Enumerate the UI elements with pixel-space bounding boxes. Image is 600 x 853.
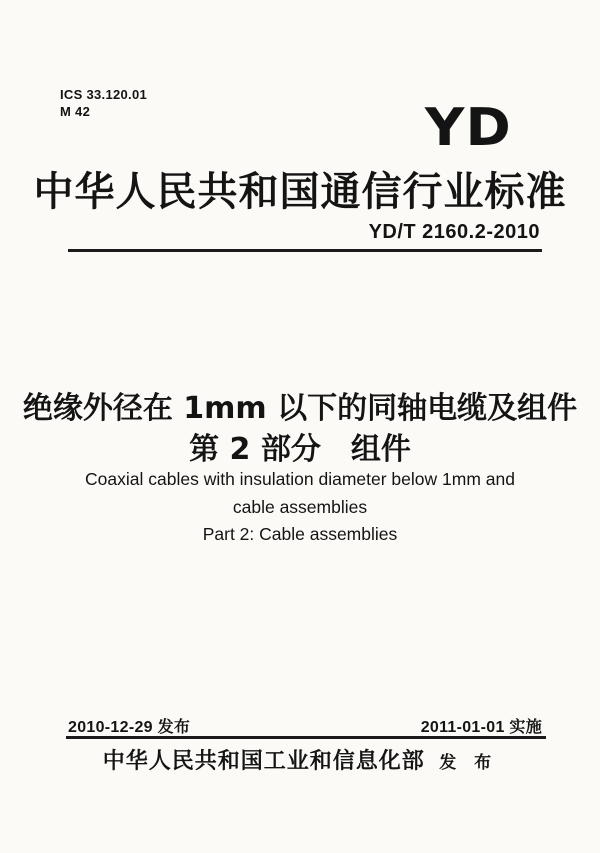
title-english-line3: Part 2: Cable assemblies xyxy=(202,524,398,544)
title-english-line2: cable assemblies xyxy=(232,497,368,517)
document-codes xyxy=(60,86,147,120)
publisher-name: 中华人民共和国工业和信息化部 xyxy=(102,748,425,773)
dates-row xyxy=(68,714,542,737)
title-english-line1: Coaxial cables with insulation diameter below 1mm and xyxy=(85,469,515,489)
header-divider-rule xyxy=(68,249,542,252)
standard-org-title: 中华人民共和国通信行业标准 xyxy=(33,169,567,215)
footer-divider-rule xyxy=(66,736,546,739)
standard-number: YD/T 2160.2-2010 xyxy=(368,221,540,243)
classification-code: M 42 xyxy=(60,104,91,119)
title-chinese-line1: 绝缘外径在 1mm 以下的同轴电缆及组件 xyxy=(22,391,578,426)
ics-code: ICS 33.120.01 xyxy=(60,87,148,102)
publisher-line xyxy=(0,744,600,775)
issue-date: 2010-12-29 发布 xyxy=(68,719,191,736)
title-chinese-line2: 第 2 部分 组件 xyxy=(189,432,411,467)
publish-label: 发 布 xyxy=(439,753,498,773)
yd-logo: YD xyxy=(425,98,512,158)
implement-date: 2011-01-01 实施 xyxy=(420,719,542,736)
